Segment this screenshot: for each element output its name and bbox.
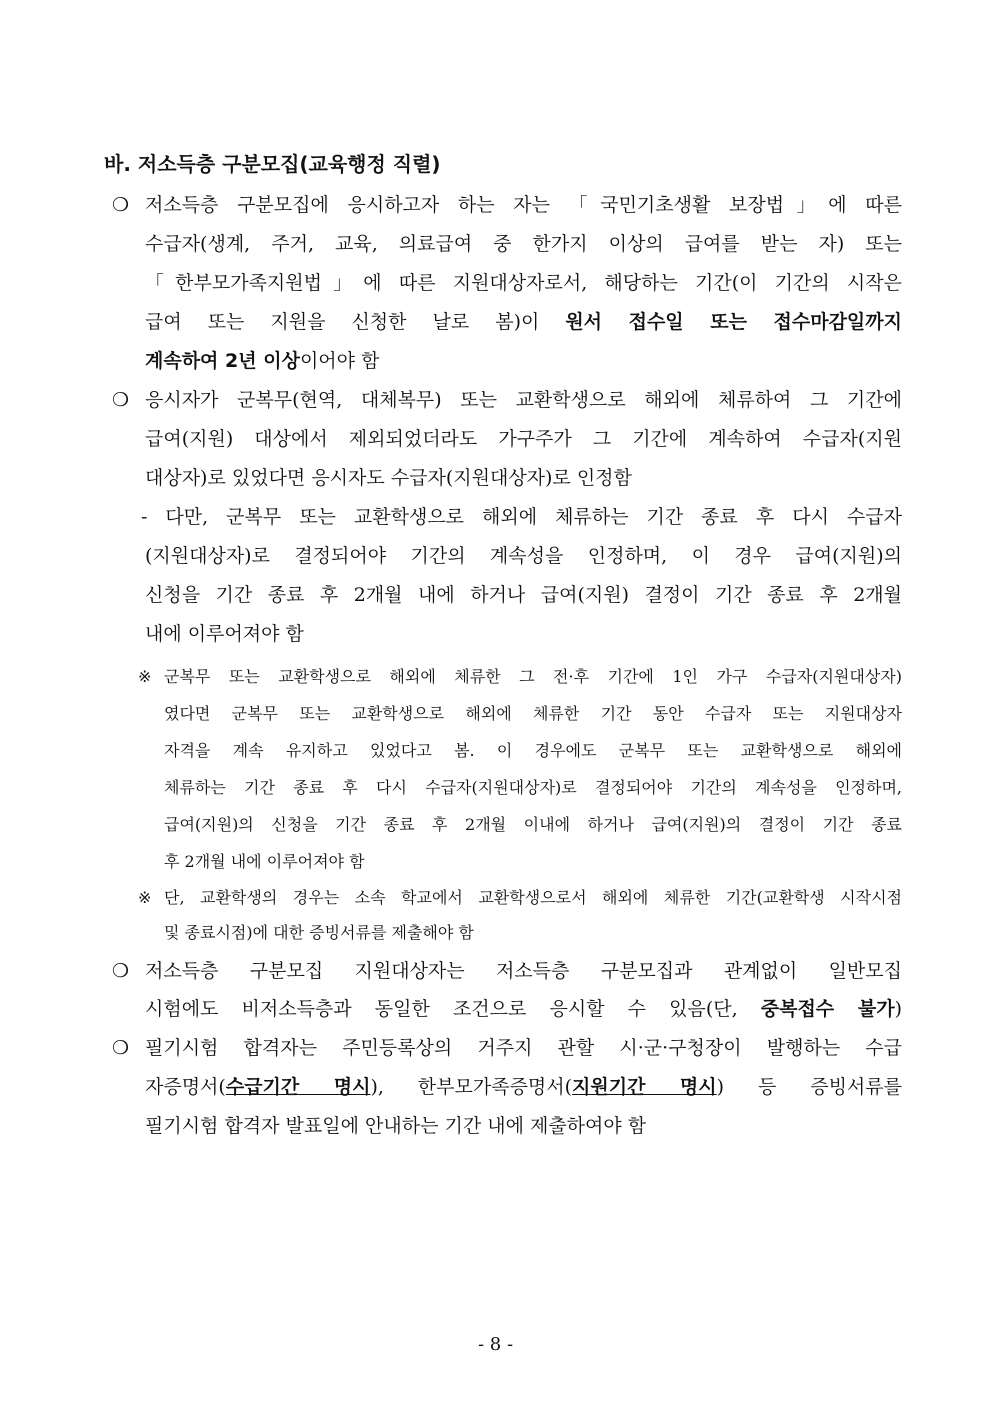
p4-line-2-text-c: ) 등 증빙서류를 — [716, 1076, 902, 1098]
p4-line-2-text-a: 자증명서( — [145, 1076, 226, 1098]
p4-line-3: 필기시험 합격자 발표일에 안내하는 기간 내에 제출하여야 함 — [145, 1115, 647, 1137]
note1-line-5: 급여(지원)의 신청을 기간 종료 후 2개월 이내에 하거나 급여(지원)의 결정이 기간 종료 — [164, 815, 902, 834]
section-title: 바. 저소득층 구분모집(교육행정 직렬) — [104, 152, 441, 176]
p3-line-2 — [145, 990, 902, 1028]
note-mark-icon: ※ — [138, 667, 152, 686]
p1-line-2: 수급자(생계, 주거, 교육, 의료급여 중 한가지 이상의 급여를 받는 자) 또는 — [145, 233, 902, 255]
p1-line-3: 「한부모가족지원법」에 따른 지원대상자로서, 해당하는 기간(이 기간의 시작은 — [145, 272, 902, 294]
p2-line-1: 응시자가 군복무(현역, 대체복무) 또는 교환학생으로 해외에 체류하여 그 기간에 — [145, 389, 902, 411]
note1-line-2: 였다면 군복무 또는 교환학생으로 해외에 체류한 기간 동안 수급자 또는 지원대상자 — [164, 704, 902, 723]
p1-line-5-bold: 계속하여 2년 이상 — [145, 350, 300, 372]
p3-line-2-close: ) — [894, 998, 902, 1020]
p2-dash-line-3: 신청을 기간 종료 후 2개월 내에 하거나 급여(지원) 결정이 기간 종료 후 2개월 — [145, 584, 902, 606]
p2-dash-line-1: - 다만, 군복무 또는 교환학생으로 해외에 체류하는 기간 종료 후 다시 수급자 — [141, 506, 902, 528]
note-mark-icon: ※ — [138, 888, 152, 907]
p2-line-3: 대상자)로 있었다면 응시자도 수급자(지원대상자)로 인정함 — [145, 467, 632, 489]
p4-line-2-bold-b: 지원기간 명시 — [572, 1076, 717, 1098]
p3-line-2-text: 시험에도 비저소득층과 동일한 조건으로 응시할 수 있음(단, — [145, 998, 761, 1020]
p3-line-1: 저소득층 구분모집 지원대상자는 저소득층 구분모집과 관계없이 일반모집 — [145, 960, 902, 982]
note2-line-1: 단, 교환학생의 경우는 소속 학교에서 교환학생으로서 해외에 체류한 기간(교환학생 시작시점 — [164, 888, 902, 907]
note1-line-3: 자격을 계속 유지하고 있었다고 봄. 이 경우에도 군복무 또는 교환학생으로 해외에 — [164, 741, 902, 760]
p1-line-1: 저소득층 구분모집에 응시하고자 하는 자는 「국민기초생활 보장법」에 따른 — [145, 194, 902, 216]
p3-line-2-bold: 중복접수 불가 — [760, 998, 895, 1020]
note2-line-2: 및 종료시점)에 대한 증빙서류를 제출해야 함 — [164, 923, 474, 942]
p1-line-5-text: 이어야 함 — [299, 350, 380, 372]
note1-line-1: 군복무 또는 교환학생으로 해외에 체류한 그 전·후 기간에 1인 가구 수급자(지원대상자) — [164, 667, 902, 686]
p1-line-4-bold: 원서 접수일 또는 접수마감일까지 — [565, 311, 902, 333]
note1-line-6: 후 2개월 내에 이루어져야 함 — [164, 852, 365, 871]
p1-line-5 — [145, 342, 902, 380]
p1-line-4-text: 급여 또는 지원을 신청한 날로 봄)이 — [145, 311, 566, 333]
note1-line-4: 체류하는 기간 종료 후 다시 수급자(지원대상자)로 결정되어야 기간의 계속성을 인정하며, — [164, 778, 902, 797]
p2-dash-line-2: (지원대상자)로 결정되어야 기간의 계속성을 인정하며, 이 경우 급여(지원)의 — [145, 545, 902, 567]
bullet-icon: ❍ — [112, 1037, 130, 1059]
page-number: - 8 - — [477, 1334, 514, 1355]
p2-line-2: 급여(지원) 대상에서 제외되었더라도 가구주가 그 기간에 계속하여 수급자(지원 — [145, 428, 902, 450]
p4-line-1: 필기시험 합격자는 주민등록상의 거주지 관할 시·군·구청장이 발행하는 수급 — [145, 1037, 902, 1059]
p1-line-4 — [145, 303, 902, 341]
p4-line-2-bold-a: 수급기간 명시 — [225, 1076, 371, 1098]
bullet-icon: ❍ — [112, 960, 130, 982]
p2-dash-line-4: 내에 이루어져야 함 — [145, 623, 304, 645]
p4-line-2-text-b: ), 한부모가족증명서( — [370, 1076, 573, 1098]
p4-line-2 — [145, 1068, 902, 1106]
bullet-icon: ❍ — [112, 194, 130, 216]
bullet-icon: ❍ — [112, 389, 130, 411]
